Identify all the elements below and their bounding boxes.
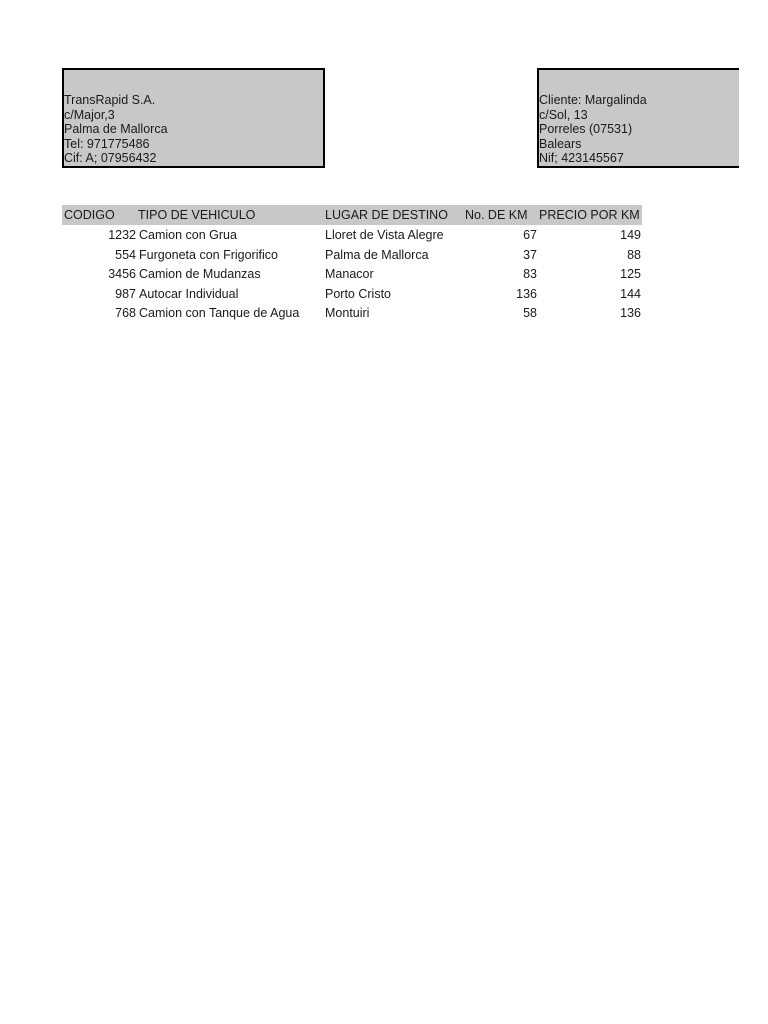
cell-precio: 136	[620, 306, 641, 320]
client-name: Cliente: Margalinda	[539, 93, 647, 107]
cell-tipo: Furgoneta con Frigorifico	[139, 247, 278, 262]
company-phone: Tel: 971775486	[64, 136, 150, 151]
client-city: Porreles (07531)	[539, 122, 633, 136]
company-cif: Cif: A; 07956432	[64, 151, 157, 165]
cell-codigo: 554	[115, 247, 136, 262]
cell-precio: 149	[620, 228, 641, 242]
client-street: c/Sol, 13	[539, 107, 588, 122]
company-info-box	[62, 68, 325, 168]
cell-lugar: Montuiri	[325, 306, 370, 320]
header-codigo: CODIGO	[64, 208, 115, 222]
cell-tipo: Camion de Mudanzas	[139, 267, 261, 281]
vehicles-table	[62, 205, 642, 323]
company-address	[64, 93, 168, 166]
cell-km: 37	[523, 247, 537, 262]
table-row	[62, 225, 642, 245]
header-precio: PRECIO POR KM	[539, 208, 640, 222]
cell-km: 136	[516, 286, 537, 301]
cell-codigo: 3456	[108, 267, 136, 281]
cell-km: 58	[523, 306, 537, 320]
company-street: c/Major,3	[64, 107, 115, 122]
cell-lugar: Lloret de Vista Alegre	[325, 228, 444, 242]
cell-tipo: Camion con Tanque de Agua	[139, 306, 300, 320]
table-row	[62, 264, 642, 284]
client-address	[539, 93, 647, 166]
header-lugar: LUGAR DE DESTINO	[325, 208, 448, 222]
cell-km: 83	[523, 267, 537, 281]
cell-precio: 125	[620, 267, 641, 281]
cell-codigo: 1232	[108, 228, 136, 242]
client-nif: Nif; 423145567	[539, 151, 624, 165]
cell-lugar: Palma de Mallorca	[325, 247, 429, 262]
cell-tipo: Autocar Individual	[139, 286, 239, 301]
table-row	[62, 245, 642, 265]
company-name: TransRapid S.A.	[64, 93, 156, 107]
cell-codigo: 768	[115, 306, 136, 320]
cell-codigo: 987	[115, 286, 136, 301]
header-tipo: TIPO DE VEHICULO	[138, 208, 256, 222]
table-row	[62, 284, 642, 304]
table-header-row	[62, 205, 642, 225]
cell-precio: 88	[627, 247, 641, 262]
client-info-box	[537, 68, 739, 168]
cell-lugar: Manacor	[325, 267, 374, 281]
cell-precio: 144	[620, 286, 641, 301]
cell-tipo: Camion con Grua	[139, 228, 237, 242]
header-km: No. DE KM	[465, 208, 528, 222]
cell-km: 67	[523, 228, 537, 242]
company-city: Palma de Mallorca	[64, 122, 168, 136]
table-row	[62, 303, 642, 323]
cell-lugar: Porto Cristo	[325, 286, 391, 301]
client-region: Balears	[539, 136, 582, 151]
